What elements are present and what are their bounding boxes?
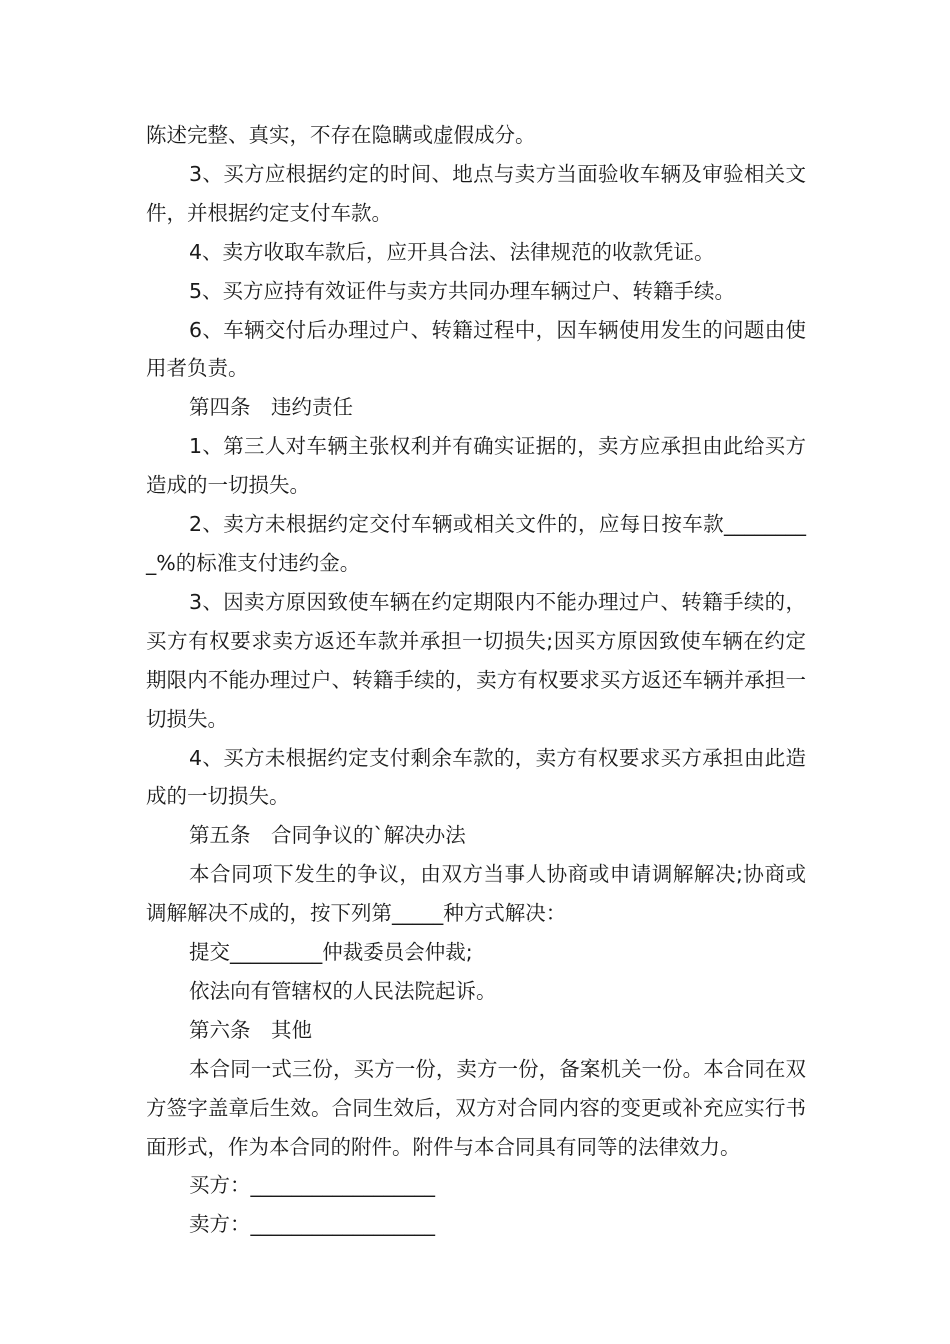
clause-4-1: 1、第三人对车辆主张权利并有确实证据的，卖方应承担由此给买方造成的一切损失。 <box>146 434 806 498</box>
article-5-heading: 第五条 合同争议的`解决办法 <box>189 823 466 848</box>
clause-3-3: 3、买方应根据约定的时间、地点与卖方当面验收车辆及审验相关文件，并根据约定支付车款。 <box>146 161 806 225</box>
seller-signature-line: 卖方：__________________ <box>189 1212 435 1237</box>
clause-4-3: 3、因卖方原因致使车辆在约定期限内不能办理过户、转籍手续的，买方有权要求卖方返还车款并承担一切损失;因买方原因致使车辆在约定期限内不能办理过户、转籍手续的，卖方有权要求买方返还车辆并承担一切损失。 <box>146 589 806 731</box>
clause-3-4: 4、卖方收取车款后，应开具合法、法律规范的收款凭证。 <box>189 239 715 264</box>
clause-4-2: 2、卖方未根据约定交付车辆或相关文件的，应每日按车款_________%的标准支付违约金。 <box>146 512 806 575</box>
paragraph-continuation: 陈述完整、真实，不存在隐瞒或虚假成分。 <box>146 123 536 147</box>
document-body <box>146 116 806 1244</box>
clause-6-body: 本合同一式三份，买方一份，卖方一份，备案机关一份。本合同在双方签字盖章后生效。合同生效后，双方对合同内容的变更或补充应实行书面形式，作为本合同的附件。附件与本合同具有同等的法律效力。 <box>146 1056 806 1159</box>
article-6-heading: 第六条 其他 <box>189 1017 312 1042</box>
clause-5-option-arbitration: 提交_________仲裁委员会仲裁; <box>189 940 473 965</box>
clause-5-option-court: 依法向有管辖权的人民法院起诉。 <box>189 978 497 1003</box>
article-4-heading: 第四条 违约责任 <box>189 395 353 420</box>
clause-5-body: 本合同项下发生的争议，由双方当事人协商或申请调解解决;协商或调解解决不成的，按下列第_____种方式解决： <box>146 862 806 926</box>
clause-3-5: 5、买方应持有效证件与卖方共同办理车辆过户、转籍手续。 <box>189 278 736 303</box>
clause-4-4: 4、买方未根据约定支付剩余车款的，卖方有权要求买方承担由此造成的一切损失。 <box>146 745 806 809</box>
clause-3-6: 6、车辆交付后办理过户、转籍过程中，因车辆使用发生的问题由使用者负责。 <box>146 317 806 381</box>
buyer-signature-line: 买方：__________________ <box>189 1173 435 1198</box>
